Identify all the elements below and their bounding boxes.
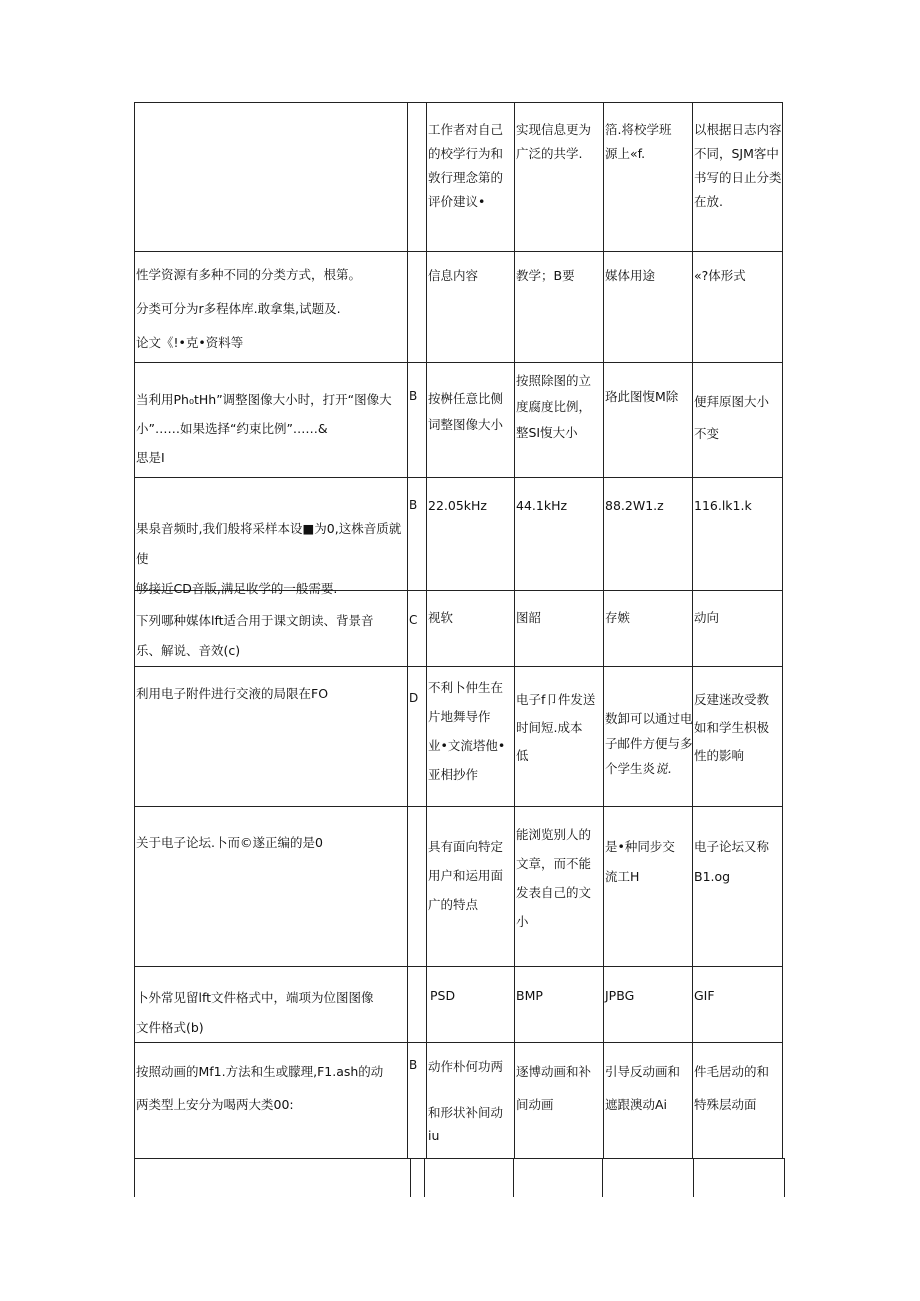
column-divider xyxy=(410,1158,411,1197)
row-6-option-d: 反建迷改受教 如和学生枳极 性的影响 xyxy=(694,692,770,763)
row-3-answer: B xyxy=(409,389,418,403)
row-divider xyxy=(134,102,783,103)
row-3-option-d: 便拜原图大小 不变 xyxy=(694,394,770,441)
row-divider xyxy=(134,966,783,967)
row-divider xyxy=(134,666,783,667)
row-7-option-a: 具有面向特定 用户和运用面 广的特点 xyxy=(428,839,504,912)
row-9-answer: B xyxy=(409,1058,418,1072)
row-divider xyxy=(134,806,783,807)
row-5-answer: C xyxy=(409,613,418,627)
row-7-option-c: 是•种同步交 流工H xyxy=(605,839,675,884)
row-2-option-d: «?体形式 xyxy=(694,268,746,283)
row-6-option-c-tail: 说. xyxy=(655,761,672,776)
row-6-option-a: 不利卜仲生在 片地舞导作 业•文流塔他• 亚相抄作 xyxy=(428,680,506,782)
row-7-option-b: 能浏览别人的 文章，而不能 发表自己的文 小 xyxy=(516,827,592,929)
row-1-option-c: 箔.将校学班 源上«f. xyxy=(605,122,672,161)
row-5-option-d: 动向 xyxy=(694,610,720,625)
row-6-option-c xyxy=(605,706,693,781)
row-5-option-a: 视软 xyxy=(428,610,454,625)
row-3-option-c: 珞此图愎M除 xyxy=(605,389,679,404)
row-2-option-a: 信息内容 xyxy=(428,268,479,283)
row-7-option-d: 电子论坛又称 B1.og xyxy=(694,839,770,884)
row-4-question: 果泉音频时,我们般将采样本设■为0,这株音质就使 够接近CD音版,满足收学的一般需要. xyxy=(136,521,402,596)
row-1-option-b: 实现信息更为 广泛的共学. xyxy=(516,122,592,161)
column-divider xyxy=(693,1158,694,1197)
column-divider xyxy=(424,1158,425,1197)
row-divider xyxy=(134,362,783,363)
row-2-question: 性学资源有多种不同的分类方式，根第。 分类可分为r多程体库.敢拿集,试题及. 论文《!•克•资料等 xyxy=(136,267,362,350)
row-9-option-b: 逐博动画和补 间动画 xyxy=(516,1064,592,1112)
column-divider xyxy=(407,102,408,1158)
row-8-option-b: BMP xyxy=(516,988,543,1003)
row-5-question: 下列哪种媒体lft适合用于课文朗读、背景音 乐、解说、音效(c) xyxy=(136,613,374,658)
row-3-option-b: 按照除图的立 度腐度比例， 整SI愎大小 xyxy=(516,373,592,440)
column-divider xyxy=(602,1158,603,1197)
row-5-option-b: 图韶 xyxy=(516,610,542,625)
column-divider xyxy=(603,102,604,1158)
row-8-option-c: JPBG xyxy=(605,988,635,1003)
row-divider xyxy=(134,1158,785,1159)
row-6-answer: D xyxy=(409,691,419,705)
column-divider xyxy=(513,1158,514,1197)
row-2-option-b: 教学；B要 xyxy=(516,268,575,283)
row-9-option-d: 件毛居动的和 特殊层动面 xyxy=(694,1064,770,1112)
row-6-option-b: 电子f卩件发送 时间短.成本 低 xyxy=(516,692,596,763)
row-4-answer: B xyxy=(409,498,418,512)
row-3-option-a: 按桝任意比侧 词整图像大小 xyxy=(428,391,504,432)
row-4-option-a: 22.05kHz xyxy=(428,498,487,513)
row-1-option-d: 以根据日志内容 不同，SJM客中 书写的日止分类 在放. xyxy=(694,122,782,209)
row-divider xyxy=(134,251,783,252)
row-divider xyxy=(134,477,783,478)
row-7-question: 关于电子论坛.卜而©遂正编的是0 xyxy=(136,835,323,850)
table-border-right xyxy=(782,102,783,1158)
table-border-left xyxy=(134,102,135,1197)
row-6-option-c-text: 数卸可以通过电 子邮件方便与多 个学生炎 xyxy=(605,711,693,776)
row-3-question: 当利用Ph₀tHh”调整图像大小时，打开“图像大 小”……如果选择“约束比例”……& 思是I xyxy=(136,392,392,465)
column-divider xyxy=(426,102,427,1158)
row-8-option-d: GIF xyxy=(694,988,715,1003)
row-9-question: 按照动画的Mf1.方法和生或朦理,F1.ash的动 两类型上安分为喝两大类00: xyxy=(136,1064,384,1112)
row-4-option-d: 116.lk1.k xyxy=(694,498,752,513)
row-1-option-a: 工作者对自己 的校学行为和 敦行理念第的 评价建议• xyxy=(428,122,504,209)
row-8-question: 卜外常见留lft文件格式中，端项为位图图像 文件格式(b) xyxy=(136,990,374,1035)
row-4-option-c: 88.2W1.z xyxy=(605,498,664,513)
row-6-question: 利用电子附件进行交液的局限在FO xyxy=(136,686,329,701)
row-9-option-c: 引导反动画和 遮跟澳动Ai xyxy=(605,1064,681,1112)
row-5-option-c: 存嫉 xyxy=(605,610,631,625)
row-2-option-c: 媒体用途 xyxy=(605,268,656,283)
row-8-option-a: PSD xyxy=(430,988,456,1003)
table-border-right xyxy=(784,1158,785,1197)
row-4-option-b: 44.1kHz xyxy=(516,498,568,513)
row-9-option-a: 动作朴何功两 和形状补间动iu xyxy=(428,1059,504,1143)
